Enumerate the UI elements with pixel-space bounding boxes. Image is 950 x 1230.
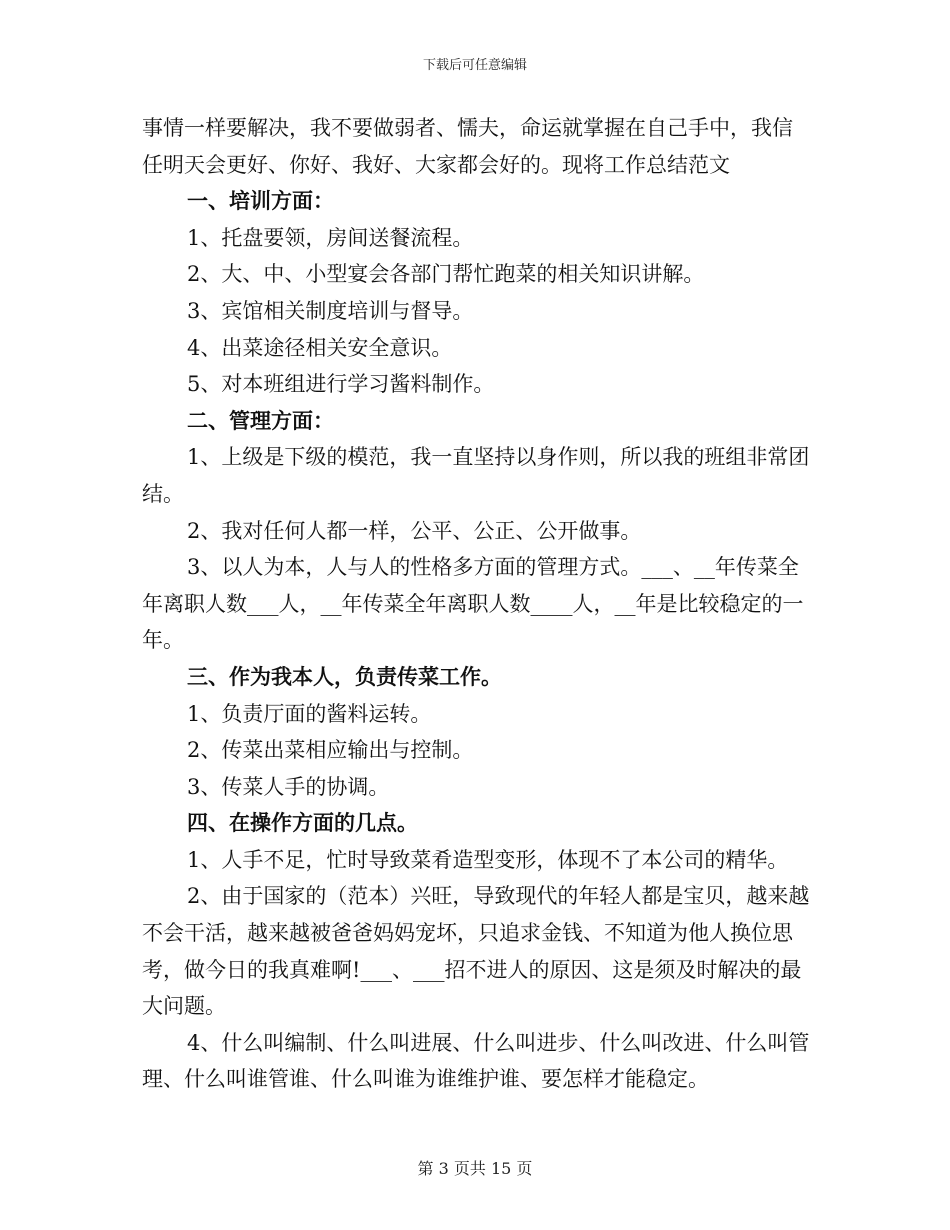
- list-item: 4、出菜途径相关安全意识。: [187, 335, 453, 360]
- list-item: 2、我对任何人都一样，公平、公正、公开做事。: [187, 518, 642, 543]
- document-body: [142, 110, 810, 1098]
- section-heading-self: 三、作为我本人，负责传菜工作。: [187, 663, 502, 689]
- section-heading-training: 一、培训方面：: [187, 188, 334, 214]
- list-item: 2、由于国家的（范本）兴旺，导致现代的年轻人都是宝贝，越来越不会干活，越来越被爸爸妈妈宠坏，只追求金钱、不知道为他人换位思考，做今日的我真难啊!___、___招不进人的原因、这是须及时解决的最大问题。: [142, 884, 810, 1019]
- list-item: 1、托盘要领，房间送餐流程。: [187, 225, 474, 250]
- section-heading-operation: 四、在操作方面的几点。: [187, 810, 418, 836]
- list-item: 2、大、中、小型宴会各部门帮忙跑菜的相关知识讲解。: [187, 262, 705, 287]
- list-item: 3、传菜人手的协调。: [187, 774, 390, 799]
- list-item: 5、对本班组进行学习酱料制作。: [187, 372, 495, 397]
- list-item: 3、以人为本，人与人的性格多方面的管理方式。___、__年传菜全年离职人数___人，__年传菜全年离职人数____人，__年是比较稳定的一年。: [142, 555, 804, 653]
- list-item: 2、传菜出菜相应输出与控制。: [187, 738, 474, 763]
- paragraph-intro: 事情一样要解决，我不要做弱者、懦夫，命运就掌握在自己手中，我信任明天会更好、你好、我好、大家都会好的。现将工作总结范文: [142, 116, 793, 177]
- list-item: 1、人手不足，忙时导致菜肴造型变形，体现不了本公司的精华。: [187, 847, 789, 872]
- list-item: 3、宾馆相关制度培训与督导。: [187, 298, 474, 323]
- page-footer: 第 3 页共 15 页: [417, 1159, 533, 1178]
- list-item: 1、负责厅面的酱料运转。: [187, 701, 432, 726]
- section-heading-management: 二、管理方面：: [187, 407, 334, 433]
- page-header: 下载后可任意编辑: [422, 58, 527, 73]
- list-item: 4、什么叫编制、什么叫进展、什么叫进步、什么叫改进、什么叫管理、什么叫谁管谁、什么叫谁为谁维护谁、要怎样才能稳定。: [142, 1030, 810, 1092]
- list-item: 1、上级是下级的模范，我一直坚持以身作则，所以我的班组非常团结。: [142, 445, 810, 506]
